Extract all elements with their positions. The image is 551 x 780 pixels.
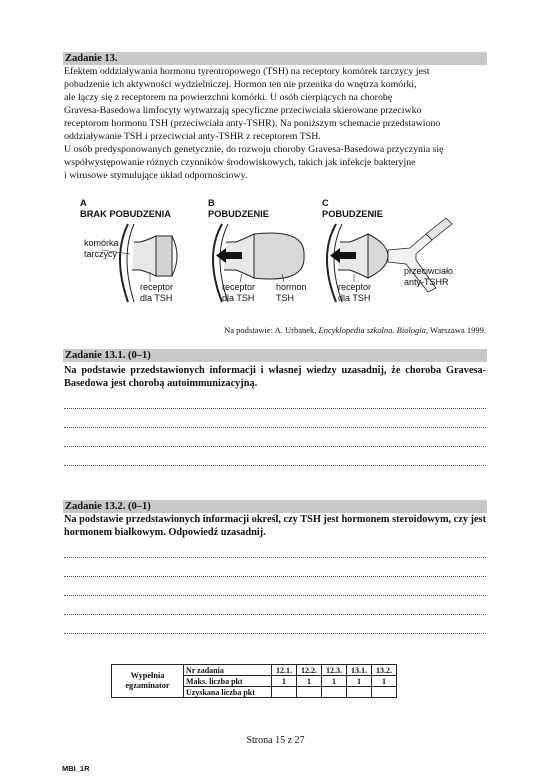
source-title: Encyklopedia szkolna. Biologia, <box>318 325 429 335</box>
intro-line: U osób predysponowanych genetycznie, do rozwoju choroby Gravesa-Basedowa przyczynia się <box>64 144 444 155</box>
answer-line[interactable] <box>64 614 486 615</box>
label-antibody-2: anty-TSHR <box>404 277 449 287</box>
score-row-task-label: Nr zadania <box>184 665 272 676</box>
score-table-corner: Wypełnia egzaminator <box>112 665 184 698</box>
answer-line[interactable] <box>64 446 486 447</box>
task-13-header: Zadanie 13. <box>63 52 487 65</box>
exam-code: MBI_1R <box>62 764 90 773</box>
source-suffix: Warszawa 1999. <box>428 325 486 335</box>
answer-line[interactable] <box>64 576 486 577</box>
panel-b-letter: B <box>208 198 215 208</box>
panel-b-title: POBUDZENIE <box>208 209 269 219</box>
intro-line: współwystępowanie różnych czynników środowiskowych, takich jak infekcje bakteryjne <box>64 157 416 168</box>
max-points-cell: 1 <box>297 676 322 687</box>
max-points-cell: 1 <box>347 676 372 687</box>
source-prefix: Na podstawie: A. Urbanek, <box>224 325 319 335</box>
answer-line[interactable] <box>64 633 486 634</box>
label-antibody-1: przeciwciało <box>404 266 454 276</box>
label-receptor-b-2: dla TSH <box>222 293 255 303</box>
label-hormone-1: hormon <box>276 282 307 292</box>
label-cell-2: tarczycy <box>84 249 118 259</box>
answer-line[interactable] <box>64 557 486 558</box>
intro-line: Efektem oddziaływania hormonu tyreotropowego (TSH) na receptory komórek tarczycy jest <box>64 66 430 77</box>
answer-line[interactable] <box>64 595 486 596</box>
task-number-cell: 12.2. <box>297 665 322 676</box>
label-receptor-a-1: receptor <box>140 282 174 292</box>
task-number-cell: 13.1. <box>347 665 372 676</box>
task-13-1-header: Zadanie 13.1. (0–1) <box>63 349 487 362</box>
intro-line: pobudzenie ich aktywności wydzielniczej. Hormon ten nie przenika do wnętrza komórki, <box>64 79 417 90</box>
intro-line: oddziaływanie TSH i przeciwciał anty-TSHR z receptorem TSH. <box>64 131 321 142</box>
intro-line: Gravesa-Basedowa limfocyty wytwarzają specyficzne przeciwciała skierowane przeciwko <box>64 105 422 116</box>
max-points-cell: 1 <box>322 676 347 687</box>
answer-line[interactable] <box>64 408 486 409</box>
intro-line: receptorom hormonu TSH (przeciwciała anty-TSHR). Na poniższym schemacie przedstawiono <box>64 118 441 129</box>
label-cell-1: komórka <box>84 238 119 248</box>
earned-points-cell[interactable] <box>322 687 347 698</box>
label-receptor-c-2: dla TSH <box>338 293 371 303</box>
panel-a-title: BRAK POBUDZENIA <box>80 209 171 219</box>
score-row-got-label: Uzyskana liczba pkt <box>184 687 272 698</box>
answer-line[interactable] <box>64 427 486 428</box>
earned-points-cell[interactable] <box>297 687 322 698</box>
panel-a-letter: A <box>80 198 87 208</box>
earned-points-cell[interactable] <box>372 687 397 698</box>
label-receptor-a-2: dla TSH <box>140 293 173 303</box>
task-number-cell: 12.3. <box>322 665 347 676</box>
label-receptor-b-1: receptor <box>222 282 256 292</box>
task-13-1-question: Na podstawie przedstawionych informacji i własnej wiedzy uzasadnij, że choroba Gravesa-Basedowa jest chorobą autoimmunizacyjną. <box>64 365 486 389</box>
label-receptor-c-1: receptor <box>338 282 372 292</box>
page-number: Strona 15 z 27 <box>246 735 305 746</box>
panel-c-letter: C <box>322 198 329 208</box>
task-13-2-header: Zadanie 13.2. (0–1) <box>63 500 487 513</box>
figure-source <box>150 325 486 335</box>
earned-points-cell[interactable] <box>347 687 372 698</box>
task-number-cell: 12.1. <box>272 665 297 676</box>
tsh-receptor-diagram <box>70 194 490 312</box>
score-row-max-label: Maks. liczba pkt <box>184 676 272 687</box>
score-table <box>111 664 397 698</box>
intro-line: ale łączy się z receptorem na powierzchni komórki. U osób cierpiących na chorobę <box>64 92 393 103</box>
intro-line: i wirusowe stymulujące układ odpornościowy. <box>64 170 248 181</box>
answer-line[interactable] <box>64 465 486 466</box>
max-points-cell: 1 <box>272 676 297 687</box>
task-number-cell: 13.2. <box>372 665 397 676</box>
earned-points-cell[interactable] <box>272 687 297 698</box>
max-points-cell: 1 <box>372 676 397 687</box>
task-13-2-question: Na podstawie przedstawionych informacji określ, czy TSH jest hormonem steroidowym, czy jest hormonem białkowym. Odpowiedź uzasadnij. <box>64 514 486 538</box>
label-hormone-2: TSH <box>276 293 294 303</box>
panel-c-title: POBUDZENIE <box>322 209 383 219</box>
